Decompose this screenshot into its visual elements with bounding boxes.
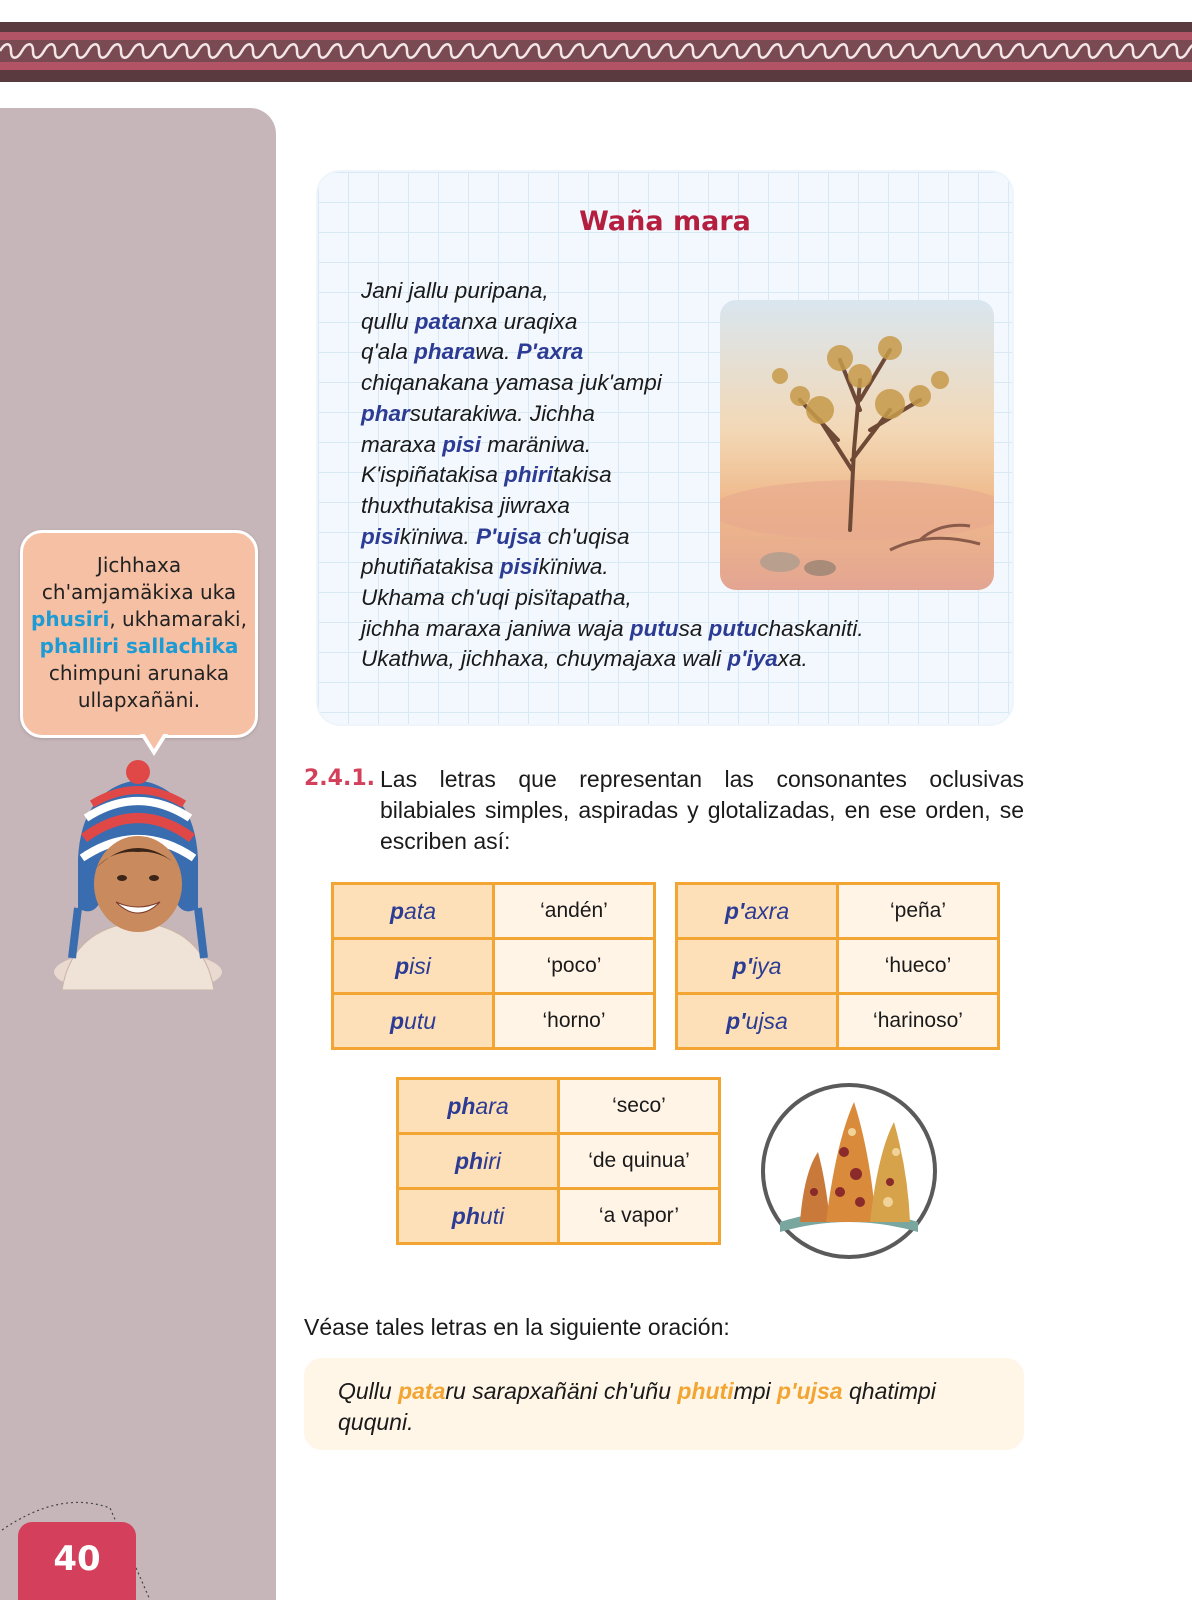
bubble-highlight-1: phusiri — [31, 607, 110, 631]
poem-text-segment: K'ispiñatakisa — [361, 462, 505, 488]
sentence-segment: mpi — [733, 1378, 778, 1404]
poem-keyword: pata — [414, 308, 462, 334]
bubble-line-1: Jichhaxa — [96, 553, 182, 577]
poem-line — [361, 614, 1001, 645]
poem-text-segment: thuxthutakisa jiwraxa — [361, 492, 570, 518]
table-row — [398, 1189, 720, 1244]
poem-text-segment: chaskaniti. — [757, 615, 864, 641]
table-row — [398, 1134, 720, 1189]
highlighted-word: pata — [398, 1378, 446, 1404]
sentence-segment: qhatimpi ququni. — [338, 1378, 936, 1435]
aymara-word — [398, 1079, 559, 1134]
poem-text-segment: qullu — [361, 308, 415, 334]
spanish-gloss: ‘harinoso’ — [838, 994, 999, 1049]
poem-line — [361, 552, 1001, 583]
poem-line — [361, 583, 1001, 614]
word-initial-letters: ph — [451, 1202, 480, 1229]
poem-text-segment: sa — [678, 615, 709, 641]
bubble-line-4: chimpuni arunaka — [48, 661, 230, 685]
spanish-gloss: ‘de quinua’ — [559, 1134, 720, 1189]
aymara-word — [398, 1134, 559, 1189]
word-rest: ara — [475, 1092, 509, 1119]
aymara-word — [677, 884, 838, 939]
poem-text-segment: kïniwa. — [538, 554, 609, 580]
table-row — [398, 1079, 720, 1134]
poem-keyword: P'axra — [516, 339, 584, 365]
bubble-tail-fill — [144, 733, 164, 749]
spanish-gloss: ‘andén’ — [494, 884, 655, 939]
poem-text-segment: sutarakiwa. Jichha — [409, 400, 595, 426]
poem-text-segment: q'ala — [361, 339, 415, 365]
word-initial-letters: p' — [726, 1007, 746, 1034]
poem-text-segment: ch'uqisa — [541, 523, 630, 549]
poem-text-segment: wa. — [475, 339, 517, 365]
word-initial-letters: ph — [447, 1092, 476, 1119]
poem-keyword: putu — [629, 615, 679, 641]
poem-keyword: phiri — [504, 462, 553, 488]
example-sentence — [338, 1376, 1010, 1438]
sentence-segment: Qullu — [338, 1378, 399, 1404]
poem-keyword: phara — [414, 339, 476, 365]
poem-line — [361, 522, 1001, 553]
aymara-word — [333, 884, 494, 939]
poem-keyword: pisi — [361, 523, 400, 549]
bubble-line-2: ch'amjamäkixa uka — [41, 580, 237, 604]
poem-keyword: pisi — [442, 431, 482, 457]
poem-line — [361, 399, 1001, 430]
sentence-segment: ru sarapxañäni ch'uñu — [445, 1378, 678, 1404]
table-row — [333, 939, 655, 994]
poem-text-segment: takisa — [552, 462, 612, 488]
poem-line — [361, 460, 1001, 491]
word-rest: uti — [479, 1202, 505, 1229]
table-row — [333, 884, 655, 939]
poem-keyword: P'ujsa — [476, 523, 542, 549]
poem-title: Waña mara — [579, 206, 751, 237]
vocab-table-aspirated — [396, 1077, 721, 1245]
aymara-word — [677, 939, 838, 994]
word-rest: ujsa — [745, 1007, 788, 1034]
word-rest: iya — [752, 952, 782, 979]
word-rest: utu — [404, 1007, 437, 1034]
poem-text-segment: kïniwa. — [399, 523, 477, 549]
spanish-gloss: ‘a vapor’ — [559, 1189, 720, 1244]
poem-line — [361, 430, 1001, 461]
exercise-number: 2.4.1. — [304, 766, 375, 791]
poem-line — [361, 307, 1001, 338]
decorative-band — [0, 22, 1192, 84]
spanish-gloss: ‘horno’ — [494, 994, 655, 1049]
word-initial-letters: p — [395, 952, 410, 979]
poem-keyword: putu — [708, 615, 758, 641]
poem-text-segment: maräniwa. — [481, 431, 592, 457]
highlighted-word: p'ujsa — [777, 1378, 843, 1404]
poem-keyword: phar — [361, 400, 410, 426]
poem-text-segment: xa. — [777, 646, 808, 672]
spanish-gloss: ‘seco’ — [559, 1079, 720, 1134]
word-rest: iri — [483, 1147, 501, 1174]
spanish-gloss: ‘peña’ — [838, 884, 999, 939]
poem-keyword: pisi — [499, 554, 539, 580]
poem-line — [361, 368, 1001, 399]
see-label: Véase tales letras en la siguiente oración: — [304, 1314, 730, 1340]
word-initial-letters: ph — [455, 1147, 484, 1174]
word-initial-letters: p — [389, 897, 405, 924]
word-rest: axra — [744, 897, 790, 924]
poem-text-segment: Ukathwa, jichhaxa, chuymajaxa wali — [361, 646, 728, 672]
speech-bubble — [20, 530, 258, 738]
bubble-highlight-2: phalliri sallachika — [39, 634, 239, 658]
word-initial-letters: p' — [724, 897, 745, 924]
wave-pattern-icon — [0, 40, 1192, 62]
poem-text-segment: maraxa — [361, 431, 443, 457]
poem-text-segment: nxa uraqixa — [461, 308, 578, 334]
page-number: 40 — [18, 1522, 136, 1600]
bubble-line-3: , ukhamaraki, — [109, 607, 247, 631]
spanish-gloss: ‘poco’ — [494, 939, 655, 994]
poem-text-segment: phutiñatakisa — [361, 554, 500, 580]
poem-text-segment: chiqanakana yamasa juk'ampi — [361, 370, 662, 396]
vocab-table-simple — [331, 882, 656, 1050]
aymara-word — [677, 994, 838, 1049]
aymara-word — [333, 994, 494, 1049]
aymara-word — [398, 1189, 559, 1244]
poem-text-segment: Ukhama ch'uqi pisïtapatha, — [361, 585, 632, 611]
word-rest: ata — [404, 897, 437, 924]
poem-text-segment: jichha maraxa janiwa waja — [361, 615, 630, 641]
poem-line — [361, 337, 1001, 368]
poem-keyword: p'iya — [727, 646, 778, 672]
aymara-word — [333, 939, 494, 994]
table-row — [333, 994, 655, 1049]
poem-text — [361, 276, 1001, 675]
poem-line — [361, 276, 1001, 307]
spanish-gloss: ‘hueco’ — [838, 939, 999, 994]
poem-text-segment: Jani jallu puripana, — [361, 278, 549, 303]
child-illustration — [52, 758, 224, 990]
word-initial-letters: p — [389, 1007, 405, 1034]
poem-line — [361, 644, 1001, 675]
highlighted-word: phuti — [677, 1378, 734, 1404]
vocab-table-glottalized — [675, 882, 1000, 1050]
table-row — [677, 939, 999, 994]
table-row — [677, 884, 999, 939]
quinoa-plant-illustration — [760, 1082, 938, 1260]
poem-line — [361, 491, 1001, 522]
table-row — [677, 994, 999, 1049]
word-initial-letters: p' — [732, 952, 753, 979]
bubble-line-5: ullapxañäni. — [77, 688, 201, 712]
exercise-text: Las letras que representan las consonantes oclusivas bilabiales simples, aspiradas y glotalizadas, en ese orden, se escriben así: — [380, 766, 1024, 854]
word-rest: isi — [409, 952, 431, 979]
